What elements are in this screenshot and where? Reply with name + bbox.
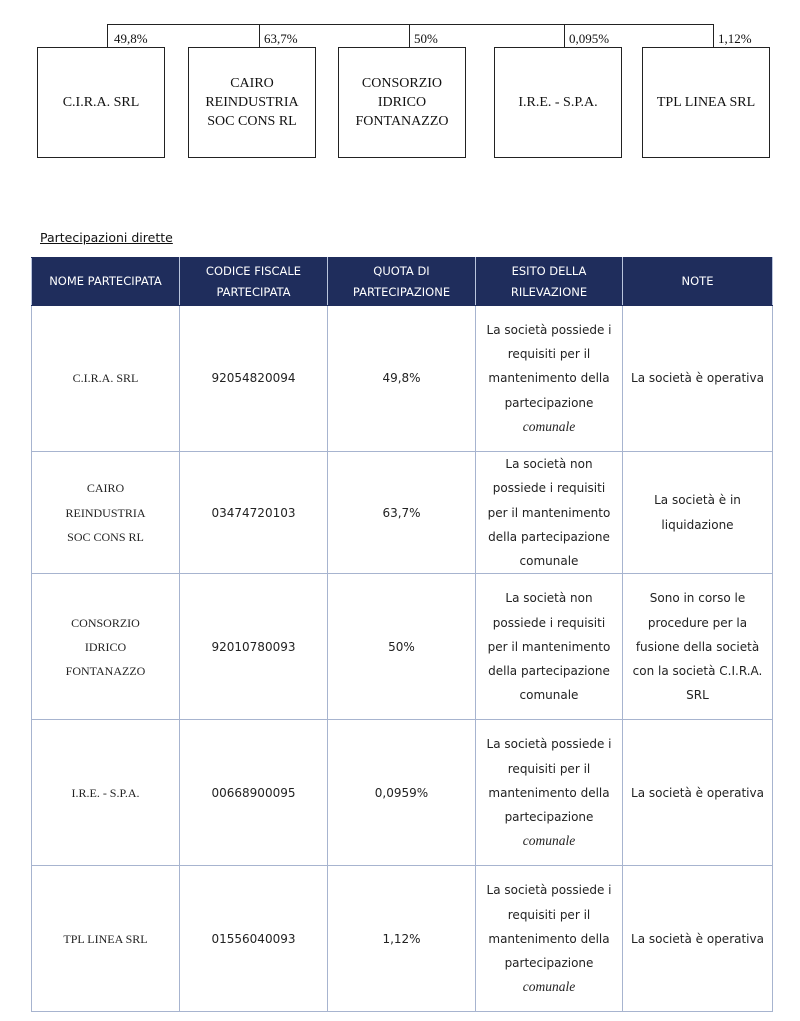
cell-line: della partecipazione bbox=[488, 529, 610, 544]
company-name-line: REINDUSTRIA bbox=[205, 95, 299, 110]
header-line: NOME PARTECIPATA bbox=[49, 274, 162, 288]
cell-line: liquidazione bbox=[661, 517, 734, 532]
cell-codice: 01556040093 bbox=[180, 866, 328, 1012]
cell-esito bbox=[476, 306, 623, 452]
cell-line: La società non bbox=[505, 591, 593, 606]
cell-line: per il mantenimento bbox=[487, 639, 611, 654]
cell-line: procedure per la bbox=[647, 615, 748, 630]
cell-line: IDRICO bbox=[84, 639, 127, 654]
cell-line: partecipazione bbox=[504, 395, 594, 410]
cell-line: La società è operativa bbox=[631, 931, 764, 946]
cell-note bbox=[623, 720, 773, 866]
cell-codice: 00668900095 bbox=[180, 720, 328, 866]
connector-line bbox=[107, 24, 713, 25]
company-box-cairo-reindustria bbox=[188, 47, 316, 158]
header-note bbox=[623, 258, 773, 306]
cell-line: La società non bbox=[505, 457, 593, 471]
ownership-diagram bbox=[0, 0, 800, 170]
company-box-consorzio-idrico bbox=[338, 47, 466, 158]
cell-line: C.I.R.A. SRL bbox=[72, 371, 139, 386]
company-name-line: SOC CONS RL bbox=[207, 114, 297, 129]
cell-name bbox=[32, 452, 180, 574]
cell-line: mantenimento della bbox=[488, 931, 610, 946]
cell-line: possiede i requisiti bbox=[492, 615, 606, 630]
cell-esito bbox=[476, 866, 623, 1012]
share-percentage: 49,8% bbox=[114, 31, 148, 46]
cell-note bbox=[623, 866, 773, 1012]
cell-note bbox=[623, 452, 773, 574]
cell-quota: 63,7% bbox=[328, 452, 476, 574]
cell-line: con la società C.I.R.A. bbox=[632, 664, 763, 679]
cell-line: REINDUSTRIA bbox=[65, 505, 146, 520]
cell-line: fusione della società bbox=[635, 639, 760, 654]
cell-codice: 92010780093 bbox=[180, 574, 328, 720]
cell-line: La società è in bbox=[654, 493, 741, 508]
header-quota bbox=[328, 258, 476, 306]
cell-line: mantenimento della bbox=[488, 371, 610, 386]
table-header-row bbox=[32, 258, 773, 306]
header-esito bbox=[476, 258, 623, 306]
cell-esito bbox=[476, 574, 623, 720]
company-name-line: CAIRO bbox=[230, 76, 274, 91]
cell-esito bbox=[476, 720, 623, 866]
cell-line: per il mantenimento bbox=[487, 505, 611, 520]
cell-codice: 92054820094 bbox=[180, 306, 328, 452]
cell-note bbox=[623, 306, 773, 452]
share-percentage: 0,095% bbox=[569, 31, 610, 46]
table-row bbox=[32, 574, 773, 720]
cell-name bbox=[32, 720, 180, 866]
cell-line: CONSORZIO bbox=[71, 615, 140, 630]
connector-stem bbox=[409, 24, 410, 48]
cell-line: mantenimento della bbox=[488, 785, 610, 800]
cell-line: requisiti per il bbox=[507, 907, 591, 922]
share-percentage: 1,12% bbox=[718, 31, 752, 46]
cell-name bbox=[32, 306, 180, 452]
connector-stem bbox=[259, 24, 260, 48]
cell-line: La società possiede i bbox=[486, 883, 612, 898]
cell-line: I.R.E. - S.P.A. bbox=[71, 785, 140, 800]
connector-stem bbox=[107, 24, 108, 48]
share-percentage: 63,7% bbox=[264, 31, 298, 46]
cell-line-italic: comunale bbox=[522, 979, 576, 995]
cell-quota: 49,8% bbox=[328, 306, 476, 452]
cell-line: partecipazione bbox=[504, 810, 594, 825]
section-title: Partecipazioni dirette bbox=[40, 230, 173, 245]
company-name-line: C.I.R.A. SRL bbox=[62, 95, 140, 110]
company-name-line: IDRICO bbox=[377, 95, 427, 110]
table-row bbox=[32, 720, 773, 866]
share-percentage: 50% bbox=[414, 31, 438, 46]
cell-line: SRL bbox=[686, 688, 709, 703]
cell-line: SOC CONS RL bbox=[67, 529, 144, 544]
cell-line-italic: comunale bbox=[522, 418, 576, 434]
cell-quota: 50% bbox=[328, 574, 476, 720]
cell-line: La società è operativa bbox=[631, 371, 764, 386]
header-nome-partecipata bbox=[32, 258, 180, 306]
cell-line: FONTANAZZO bbox=[65, 664, 146, 679]
cell-codice: 03474720103 bbox=[180, 452, 328, 574]
cell-line: della partecipazione bbox=[488, 664, 610, 679]
company-box-ire bbox=[494, 47, 622, 158]
cell-line: partecipazione bbox=[504, 956, 594, 971]
header-codice-fiscale bbox=[180, 258, 328, 306]
cell-line-italic: comunale bbox=[522, 833, 576, 849]
header-line: PARTECIPATA bbox=[216, 284, 291, 299]
cell-name bbox=[32, 866, 180, 1012]
cell-line: requisiti per il bbox=[507, 347, 591, 362]
company-box-cira bbox=[37, 47, 165, 158]
company-name-line: I.R.E. - S.P.A. bbox=[518, 95, 598, 110]
table-row bbox=[32, 452, 773, 574]
header-line: ESITO DELLA bbox=[511, 263, 587, 278]
cell-line: possiede i requisiti bbox=[492, 481, 606, 496]
cell-line: comunale bbox=[519, 688, 579, 703]
cell-line: comunale bbox=[519, 554, 579, 569]
cell-name bbox=[32, 574, 180, 720]
cell-quota: 0,0959% bbox=[328, 720, 476, 866]
cell-line: La società è operativa bbox=[631, 785, 764, 800]
header-line: RILEVAZIONE bbox=[510, 284, 588, 299]
company-name-line: FONTANAZZO bbox=[355, 114, 449, 129]
participations-table bbox=[31, 257, 773, 1012]
header-line: CODICE FISCALE bbox=[205, 263, 302, 278]
company-box-tpl-linea bbox=[642, 47, 770, 158]
connector-stem bbox=[564, 24, 565, 48]
header-line: QUOTA DI bbox=[373, 263, 430, 278]
header-line: PARTECIPAZIONE bbox=[352, 284, 451, 299]
cell-quota: 1,12% bbox=[328, 866, 476, 1012]
table-row bbox=[32, 306, 773, 452]
cell-line: requisiti per il bbox=[507, 761, 591, 776]
table-row bbox=[32, 866, 773, 1012]
connector-stem bbox=[713, 24, 714, 48]
cell-line: Sono in corso le bbox=[649, 591, 746, 606]
company-name-line: CONSORZIO bbox=[361, 76, 443, 91]
header-line: NOTE bbox=[681, 274, 714, 288]
cell-line: CAIRO bbox=[86, 481, 125, 496]
cell-esito bbox=[476, 452, 623, 574]
cell-note bbox=[623, 574, 773, 720]
cell-line: La società possiede i bbox=[486, 322, 612, 337]
company-name-line: TPL LINEA SRL bbox=[656, 95, 756, 110]
cell-line: La società possiede i bbox=[486, 737, 612, 752]
cell-line: TPL LINEA SRL bbox=[63, 931, 148, 946]
